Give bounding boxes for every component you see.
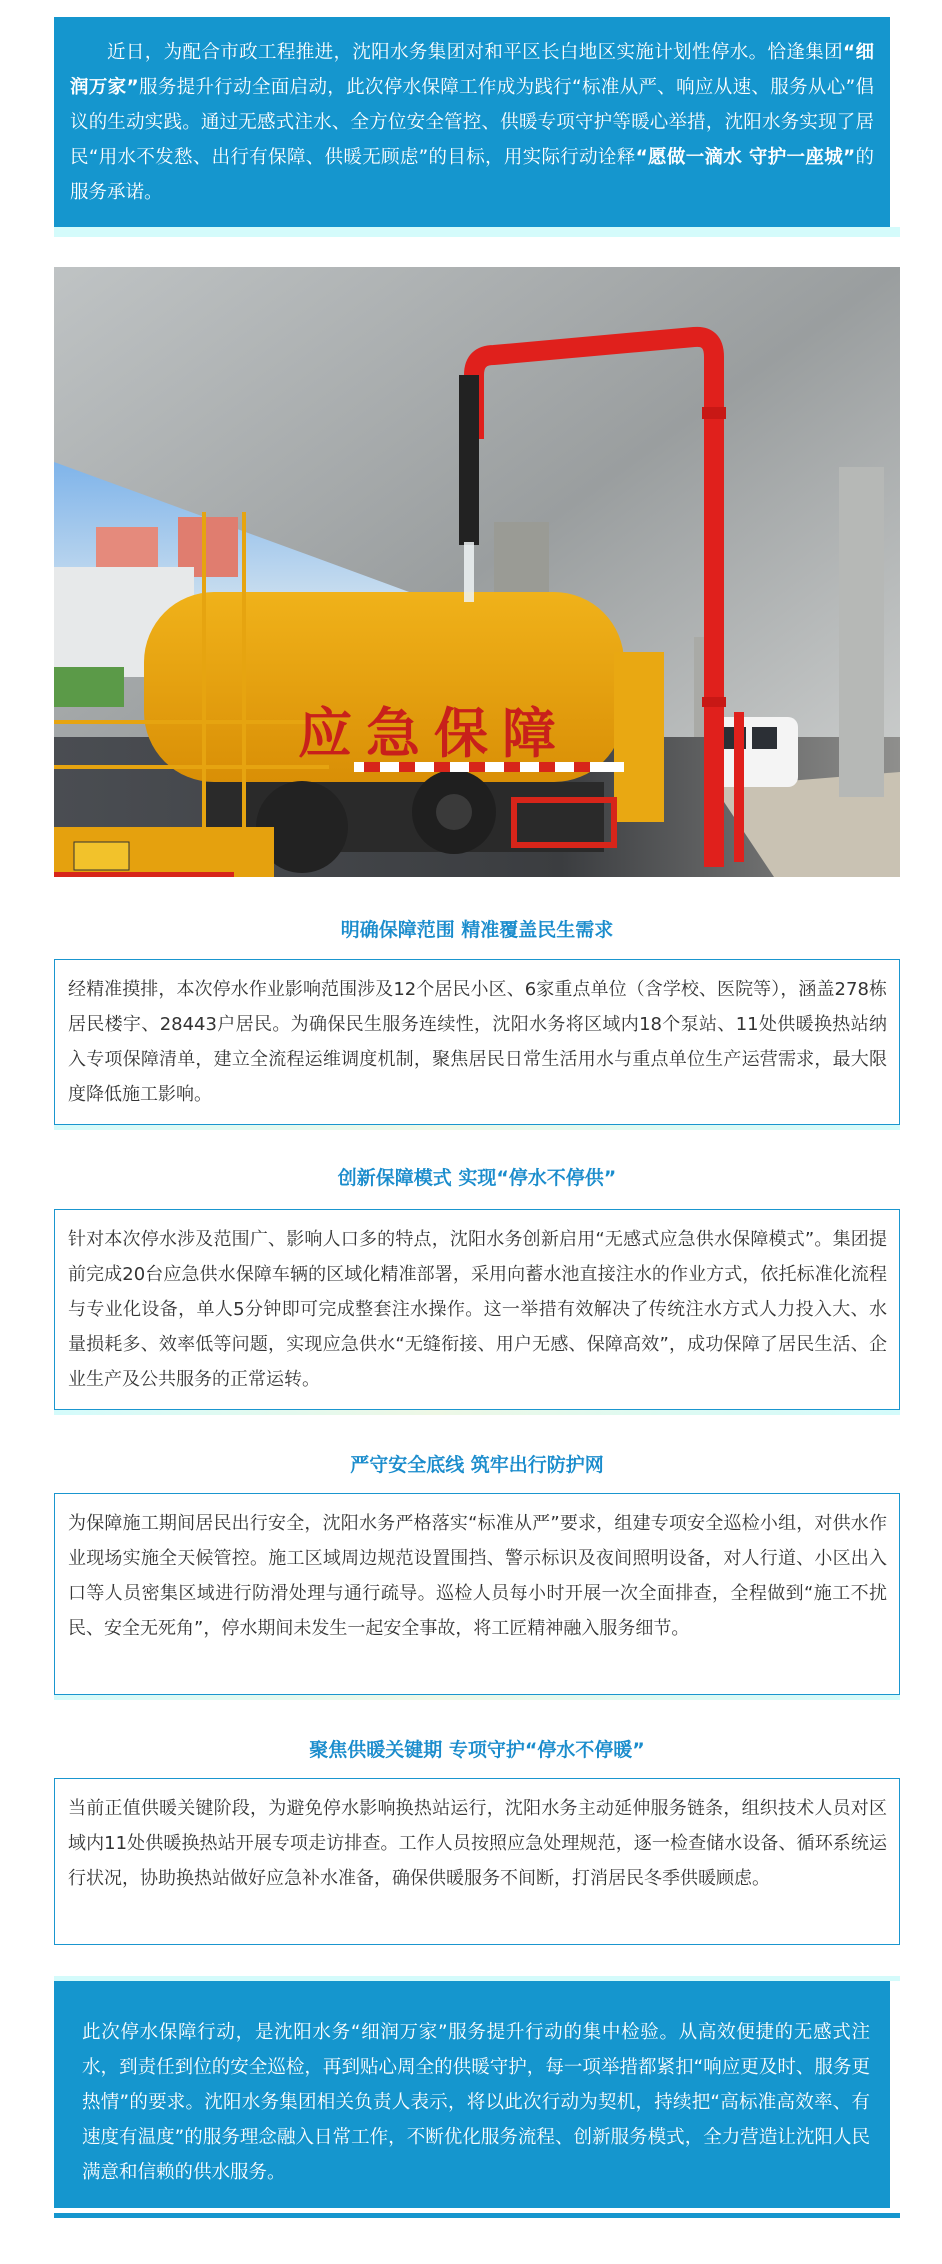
- section-title-scope: 明确保障范围 精准覆盖民生需求: [340, 919, 614, 941]
- photo-water-truck: [54, 267, 900, 877]
- section-box-safety: [54, 1493, 900, 1695]
- intro-paragraph: 近日，为配合市政工程推进，沈阳水务集团对和平区长白地区实施计划性停水。恰逢集团“细润万家”服务提升行动全面启动，此次停水保障工作成为践行“标准从严、响应从速、服务从心”倡议的生动实践。通过无感式注水、全方位安全管控、供暖专项守护等暖心举措，沈阳水务实现了居民“用水不发愁、出行有保障、供暖无顾虑”的目标，用实际行动诠释“愿做一滴水 守护一座城”的服务承诺。: [70, 42, 874, 203]
- section-body-safety: 为保障施工期间居民出行安全，沈阳水务严格落实“标准从严”要求，组建专项安全巡检小组，对供水作业现场实施全天候管控。施工区域周边规范设置围挡、警示标识及夜间照明设备，对人行道、小区出入口等人员密集区域进行防滑处理与通行疏导。巡检人员每小时开展一次全面排查，全程做到“施工不扰民、安全无死角”，停水期间未发生一起安全事故，将工匠精神融入服务细节。: [68, 1513, 887, 1639]
- intro-underline-strip: [54, 227, 900, 237]
- section-underline-strip: [54, 1125, 900, 1130]
- section-underline-strip: [54, 1410, 900, 1415]
- section-body-mode: 针对本次停水涉及范围广、影响人口多的特点，沈阳水务创新启用“无感式应急供水保障模式”。集团提前完成20台应急供水保障车辆的区域化精准部署，采用向蓄水池直接注水的作业方式，依托标准化流程与专业化设备，单人5分钟即可完成整套注水操作。这一举措有效解决了传统注水方式人力投入大、水量损耗多、效率低等问题，实现应急供水“无缝衔接、用户无感、保障高效”，成功保障了居民生活、企业生产及公共服务的正常运转。: [68, 1229, 887, 1390]
- section-box-heating: [54, 1778, 900, 1945]
- section-box-mode: [54, 1209, 900, 1410]
- water-truck-illustration: [54, 267, 900, 877]
- section-title-safety: 严守安全底线 筑牢出行防护网: [350, 1454, 604, 1476]
- intro-box: [54, 17, 890, 227]
- section-body-scope: 经精准摸排，本次停水作业影响范围涉及12个居民小区、6家重点单位（含学校、医院等），涵盖278栋居民楼宇、28443户居民。为确保民生服务连续性，沈阳水务将区域内18个泵站、11处供暖换热站纳入专项保障清单，建立全流程运维调度机制，聚焦居民日常生活用水与重点单位生产运营需求，最大限度降低施工影响。: [68, 979, 887, 1105]
- outro-paragraph: 此次停水保障行动，是沈阳水务“细润万家”服务提升行动的集中检验。从高效便捷的无感式注水，到责任到位的安全巡检，再到贴心周全的供暖守护，每一项举措都紧扣“响应更及时、服务更热情”的要求。沈阳水务集团相关负责人表示，将以此次行动为契机，持续把“高标准高效率、有速度有温度”的服务理念融入日常工作，不断优化服务流程、创新服务模式，全力营造让沈阳人民满意和信赖的供水服务。: [82, 2022, 870, 2183]
- section-box-scope: [54, 959, 900, 1125]
- section-title-heating: 聚焦供暖关键期 专项守护“停水不停暖”: [309, 1739, 645, 1761]
- section-body-heating: 当前正值供暖关键阶段，为避免停水影响换热站运行，沈阳水务主动延伸服务链条，组织技术人员对区域内11处供暖换热站开展专项走访排查。工作人员按照应急处理规范，逐一检查储水设备、循环系统运行状况，协助换热站做好应急补水准备，确保供暖服务不间断，打消居民冬季供暖顾虑。: [68, 1798, 887, 1889]
- intro-highlight-campaign: “细润万家”: [70, 42, 874, 98]
- svg-text:应急保障: 应急保障: [298, 702, 570, 765]
- section-title-mode: 创新保障模式 实现“停水不停供”: [337, 1167, 617, 1189]
- outro-box: [54, 1981, 890, 2208]
- intro-highlight-slogan: “愿做一滴水 守护一座城”: [635, 147, 856, 168]
- section-underline-strip: [54, 1695, 900, 1700]
- outro-bottom-bar: [54, 2213, 900, 2218]
